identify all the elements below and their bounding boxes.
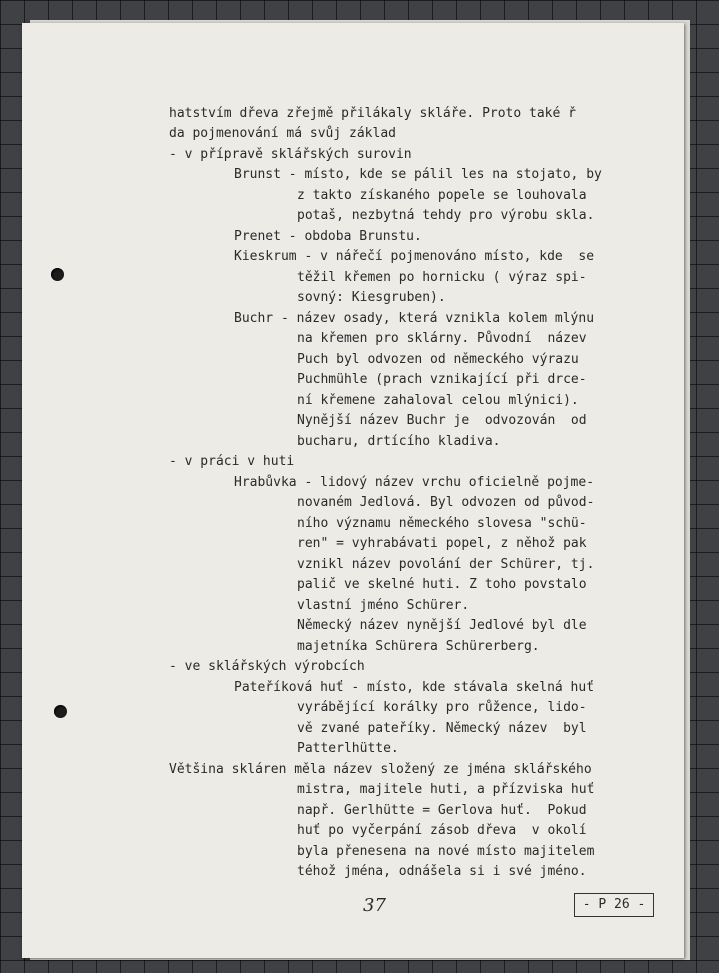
text-line: vznikl název povolání der Schürer, tj. <box>297 557 595 572</box>
text-line: Patterlhütte. <box>297 741 399 756</box>
text-line: majetníka Schürera Schürerberg. <box>297 639 540 654</box>
text-line: Německý název nynější Jedlové byl dle <box>297 618 587 633</box>
page-code-box: - P 26 - <box>574 893 654 917</box>
page-number: 37 <box>363 895 386 916</box>
text-line: huť po vyčerpání zásob dřeva v okolí <box>297 823 587 838</box>
text-line: z takto získaného popele se louhovala <box>297 188 587 203</box>
text-line: Puchmühle (prach vznikající při drce- <box>297 372 587 387</box>
punch-hole <box>54 705 67 718</box>
text-line: potaš, nezbytná tehdy pro výrobu skla. <box>297 208 595 223</box>
text-line: téhož jména, odnášela si i své jméno. <box>297 864 587 879</box>
text-line: Puch byl odvozen od německého výrazu <box>297 352 579 367</box>
text-line: těžil křemen po hornicku ( výraz spi- <box>297 270 587 285</box>
text-line: Nynější název Buchr je odvozován od <box>297 413 587 428</box>
section-heading: - v přípravě sklářských surovin <box>169 147 412 162</box>
text-line: novaném Jedlová. Byl odvozen od původ- <box>297 495 595 510</box>
text-line: Buchr - název osady, která vznikla kolem mlýnu <box>234 311 595 326</box>
text-line: Hrabůvka - lidový název vrchu oficielně pojme- <box>234 475 595 490</box>
text-line: hatstvím dřeva zřejmě přilákaly skláře. Proto také ř <box>169 106 576 121</box>
text-line: Prenet - obdoba Brunstu. <box>234 229 422 244</box>
text-line: Kieskrum - v nářečí pojmenováno místo, kde se <box>234 249 595 264</box>
text-line: da pojmenování má svůj základ <box>169 126 396 141</box>
text-line: palič ve skelné huti. Z toho povstalo <box>297 577 587 592</box>
text-line: vyrábějící korálky pro růžence, lido- <box>297 700 587 715</box>
text-line: ní křemene zahaloval celou mlýnici). <box>297 393 579 408</box>
text-line: byla přenesena na nové místo majitelem <box>297 844 595 859</box>
text-line: Brunst - místo, kde se pálil les na stojato, by <box>234 167 602 182</box>
punch-hole <box>51 268 64 281</box>
text-line: ren" = vyhrabávati popel, z něhož pak <box>297 536 587 551</box>
section-heading: - v práci v huti <box>169 454 295 469</box>
text-line: Pateříková huť - místo, kde stávala skelná huť <box>234 680 595 695</box>
text-line: vě zvané pateříky. Německý název byl <box>297 721 587 736</box>
text-line: vlastní jméno Schürer. <box>297 598 470 613</box>
text-line: bucharu, drtícího kladiva. <box>297 434 501 449</box>
text-line: sovný: Kiesgruben). <box>297 290 446 305</box>
text-line: např. Gerlhütte = Gerlova huť. Pokud <box>297 803 587 818</box>
text-line: Většina skláren měla název složený ze jména sklářského <box>169 762 592 777</box>
text-line: mistra, majitele huti, a přízviska huť <box>297 782 595 797</box>
text-line: na křemen pro sklárny. Původní název <box>297 331 587 346</box>
text-line: ního významu německého slovesa "schü- <box>297 516 587 531</box>
section-heading: - ve sklářských výrobcích <box>169 659 365 674</box>
